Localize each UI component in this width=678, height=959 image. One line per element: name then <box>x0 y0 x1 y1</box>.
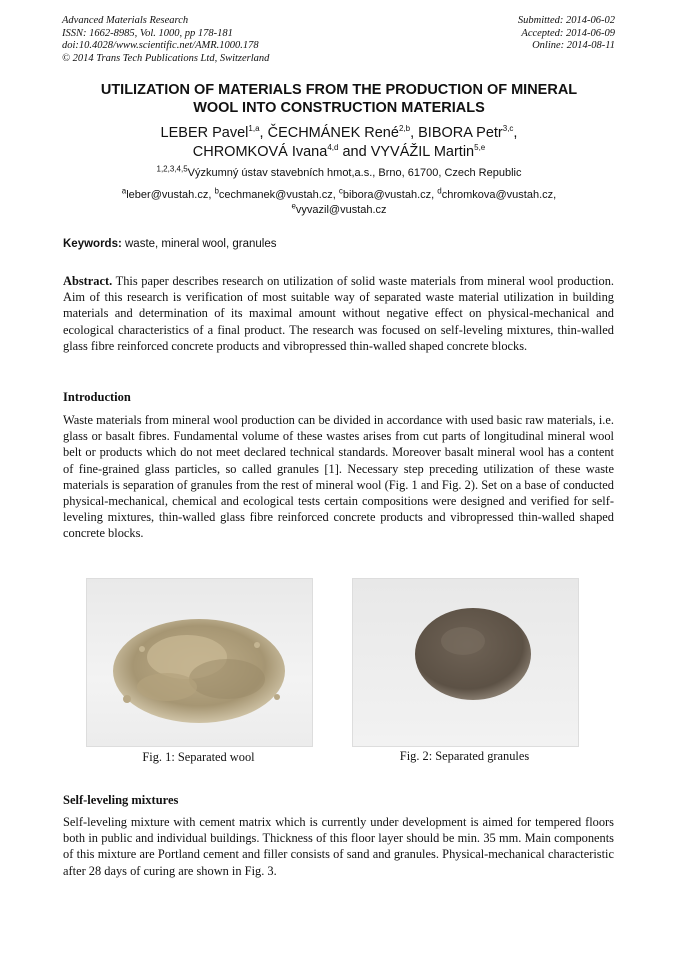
introduction-heading: Introduction <box>63 390 131 404</box>
email-link[interactable]: vyvazil@vustah.cz <box>295 204 387 216</box>
journal-header <box>62 15 269 65</box>
affiliation-sup: 1,2,3,4,5 <box>156 164 188 174</box>
email-sup: c <box>338 186 343 196</box>
keywords <box>63 238 615 250</box>
abstract-label: Abstract. <box>63 274 113 288</box>
figure-2-photo <box>352 578 579 747</box>
self-leveling-heading: Self-leveling mixtures <box>63 793 179 807</box>
author-sup: 4,d <box>327 143 339 153</box>
author-sup: 1,a <box>248 124 260 134</box>
dates-header <box>518 15 615 53</box>
title-line-1: UTILIZATION OF MATERIALS FROM THE PRODUCTION OF MINERAL <box>100 82 578 98</box>
email-sup: e <box>291 201 296 211</box>
email-link[interactable]: cechmanek@vustah.cz <box>218 189 333 201</box>
affiliation-text: Výzkumný ústav stavebních hmot,a.s., Brno, 61700, Czech Republic <box>187 167 522 179</box>
paper-title <box>60 81 618 117</box>
email-link[interactable]: chromkova@vustah.cz <box>441 189 554 201</box>
figure-2-caption: Fig. 2: Separated granules <box>399 749 530 763</box>
abstract-text: This paper describes research on utilization of solid waste materials from mineral wool production. Aim of this research is verification of most suitable way of separated waste material utilization in building materials and determination of its maximal amount without negative effect on physical-mechanical and ecological characteristics of a final product. The research was focused on self-leveling mixtures, thin-walled glass fibre reinforced concrete products and vibropressed thin-walled shaped concrete blocks. <box>63 274 614 353</box>
author-name: LEBER Pavel <box>160 125 249 141</box>
accepted-date: Accepted: 2014-06-09 <box>521 27 615 39</box>
author-sup: 2,b <box>398 124 411 134</box>
author-sup: 5,e <box>474 143 486 153</box>
author-separator: , <box>259 125 268 141</box>
author-sup: 3,c <box>502 124 514 134</box>
self-leveling-text: Self-leveling mixture with cement matrix which is currently under development is aimed for tempered floors both in public and individual buildings. Thickness of this floor layer should be min. 35 mm. Main components of this mixture are Portland cement and filler consists of sand and granules. Physical-mechanical characteristic after 28 days of curing are shown in Fig. 3. <box>63 815 614 878</box>
abstract <box>63 273 614 354</box>
email-sup: d <box>437 186 442 196</box>
doi-line: doi:10.4028/www.scientific.net/AMR.1000.178 <box>62 40 259 51</box>
submitted-date: Submitted: 2014-06-02 <box>517 15 615 26</box>
author-name: ČECHMÁNEK René <box>267 125 399 141</box>
figure-1-photo <box>86 578 313 747</box>
author-name: VYVÁŽIL Martin <box>370 144 475 160</box>
keywords-label: Keywords: <box>63 238 122 250</box>
author-and: and <box>338 144 371 160</box>
email-list: $^a$leber@vustah.cz, $^b$cechmanek@vustah.cz, $^c$bibora@vustah.cz, $^d$chromkova@vustah.cz, $^e$vyvazil@vustah.cz <box>121 186 557 216</box>
journal-name: Advanced Materials Research <box>62 15 189 26</box>
granules-pile-image <box>353 579 578 746</box>
author-separator: , <box>410 125 419 141</box>
email-sup: b <box>214 186 219 196</box>
author-name: CHROMKOVÁ Ivana <box>192 144 328 160</box>
title-line-2: WOOL INTO CONSTRUCTION MATERIALS <box>193 100 485 116</box>
keywords-text: waste, mineral wool, granules <box>121 238 277 250</box>
figure-1-caption: Fig. 1: Separated wool <box>142 750 255 764</box>
author-separator: , <box>513 125 518 141</box>
wool-pile-image <box>87 579 312 746</box>
issn-line: ISSN: 1662-8985, Vol. 1000, pp 178-181 <box>62 27 233 39</box>
copyright-line: © 2014 Trans Tech Publications Ltd, Switzerland <box>62 52 270 64</box>
author-list <box>60 124 618 162</box>
online-date: Online: 2014-08-11 <box>532 40 615 51</box>
email-sup: a <box>121 186 127 196</box>
introduction-text: Waste materials from mineral wool production can be divided in accordance with used basic raw materials, i.e. glass or basalt fibres. Fundamental volume of these wastes arises from cut parts of longitudinal mineral wool belt or products which do not meet declared technical standards. Moreover basalt mineral wool has a content of fine-grained glass particles, so called granules [1]. Necessary step preceding utilization of these waste materials is separation of granules from the rest of mineral wool (Fig. 1 and Fig. 2). Set on a base of conducted physical-mechanical, chemical and ecological tests certain compositions were designed and verified for self-leveling mixtures, thin-walled glass fibre reinforced concrete products and vibropressed thin-walled shaped concrete blocks. <box>63 413 614 541</box>
email-link[interactable]: bibora@vustah.cz <box>342 189 432 201</box>
author-name: BIBORA Petr <box>418 125 503 141</box>
affiliation <box>60 164 618 179</box>
email-link[interactable]: leber@vustah.cz <box>126 189 209 201</box>
